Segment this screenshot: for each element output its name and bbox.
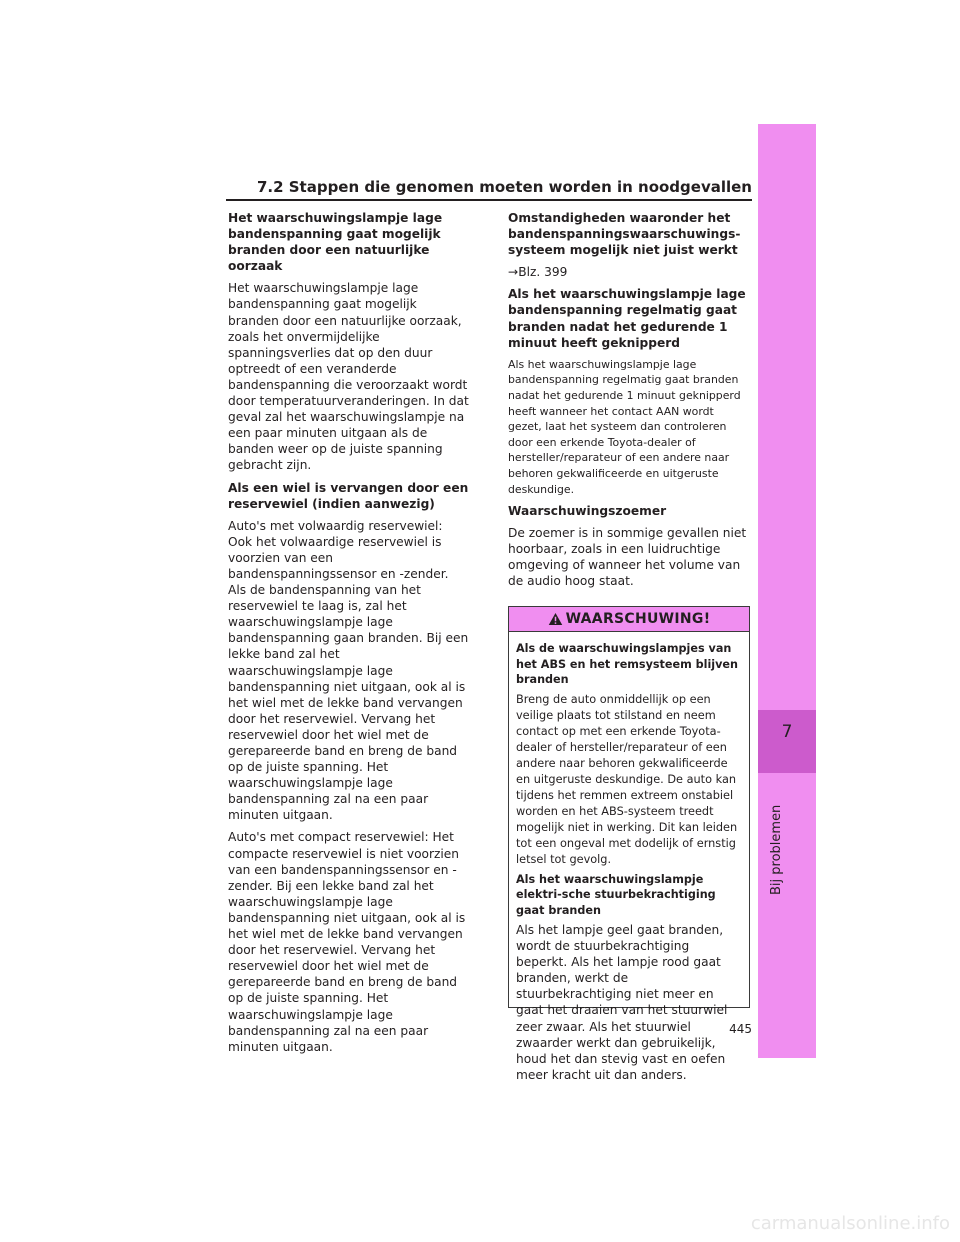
chapter-side-tab — [758, 124, 816, 1058]
chapter-title-text: Bij problemen — [769, 804, 784, 895]
paragraph-full-spare: Auto's met volwaardig reservewiel: Ook het volwaardige reservewiel is voorzien van een bandenspanningssensor en -zender. Als de bandenspanning van het reservewiel te laag is, zal het waarschuwingslampje lage bandenspanning gaan branden. Bij een lekke band zal het waarschuwingslampje lage bandenspanning niet uitgaan, ook al is het wiel met de lekke band vervangen door het reservewiel. Vervang het reservewiel door het wiel met de gerepareerde band en breng de band op de juiste spanning. Het waarschuwingslampje lage bandenspanning zal na een paar minuten uitgaan. — [228, 518, 469, 823]
warning-header — [509, 607, 749, 632]
warning-paragraph-abs: Breng de auto onmiddellijk op een veilige plaats tot stilstand en neem contact op met een erkende Toyota-dealer of hersteller/reparateur of een andere naar behoren gekwalificeerde en uitgeruste deskundige. De auto kan tijdens het remmen extreem onstabiel worden en het ABS-systeem treedt mogelijk niet in werking. Dit kan leiden tot een ongeval met dodelijk of ernstig letsel tot gevolg. — [516, 692, 738, 866]
warning-title: WAARSCHUWING! — [565, 611, 711, 627]
page-header: 7.2 Stappen die genomen moeten worden in noodgevallen — [256, 178, 752, 196]
warning-body — [509, 632, 749, 1083]
section-heading-blinking: Als het waarschuwingslampje lage bandenspanning regelmatig gaat branden nadat het gedurende 1 minuut heeft geknipperd — [508, 287, 746, 350]
page-number: 445 — [729, 1022, 752, 1036]
paragraph-blinking: Als het waarschuwingslampje lage bandenspanning regelmatig gaat branden nadat het gedurende 1 minuut geknipperd heeft wanneer het contact AAN wordt gezet, laat het systeem dan controleren door een erkende Toyota-dealer of hersteller/reparateur of een andere naar behoren gekwalificeerde en uitgeruste deskundige. — [508, 357, 741, 496]
section-heading-conditions: Omstandigheden waaronder het bandenspanningswaarschuwings-systeem mogelijk niet juist werkt — [508, 211, 741, 258]
section-heading-spare-wheel: Als een wiel is vervangen door een reservewiel (indien aanwezig) — [228, 480, 469, 511]
chapter-title — [769, 805, 785, 895]
page-reference-link[interactable]: →Blz. 399 — [508, 265, 568, 280]
warning-triangle-icon — [548, 612, 563, 626]
left-column — [228, 210, 470, 1061]
warning-heading-steering: Als het waarschuwingslampje elektri-sche stuurbekrachtiging gaat branden — [516, 872, 716, 917]
header-rule — [226, 199, 752, 201]
section-heading-buzzer: Waarschuwingszoemer — [508, 504, 667, 519]
warning-heading-abs: Als de waarschuwingslampjes van het ABS en het remsysteem blijven branden — [516, 642, 738, 686]
paragraph-natural-cause: Het waarschuwingslampje lage bandenspanning gaat mogelijk branden door een natuurlijke oorzaak, zoals het onvermijdelijke spanningsverlies dat op den duur optreedt of een veranderde bandenspanning die veroorzaakt wordt door temperatuurveranderingen. In dat geval zal het waarschuwingslampje na een paar minuten uitgaan als de banden weer op de juiste spanning gebracht zijn. — [228, 281, 469, 473]
paragraph-compact-spare: Auto's met compact reservewiel: Het compacte reservewiel is niet voorzien van een bandenspanningssensor en -zender. Bij een lekke band zal het waarschuwingslampje lage bandenspanning niet uitgaan, ook al is het wiel met de lekke band vervangen door het reservewiel. Vervang het reservewiel door het wiel met de gerepareerde band en breng de band op de juiste spanning. Het waarschuwingslampje lage bandenspanning zal na een paar minuten uitgaan. — [228, 830, 466, 1054]
section-heading-natural-cause: Het waarschuwingslampje lage bandenspanning gaat mogelijk branden door een natuurlijke oorzaak — [228, 211, 443, 274]
paragraph-buzzer: De zoemer is in sommige gevallen niet hoorbaar, zoals in een luidruchtige omgeving of wanneer het volume van de audio hoog staat. — [508, 526, 747, 589]
chapter-number: 7 — [781, 722, 793, 742]
warning-paragraph-steering: Als het lampje geel gaat branden, wordt de stuurbekrachtiging beperkt. Als het lampje rood gaat branden, werkt de stuurbekrachtiging niet meer en gaat het draaien van het stuurwiel zeer zwaar. Als het stuurwiel zwaarder werkt dan gebruikelijk, houd het dan stevig vast en oefen meer kracht uit dan anders. — [516, 923, 728, 1082]
right-column — [508, 210, 750, 596]
watermark: carmanualsonline.info — [750, 1213, 950, 1234]
